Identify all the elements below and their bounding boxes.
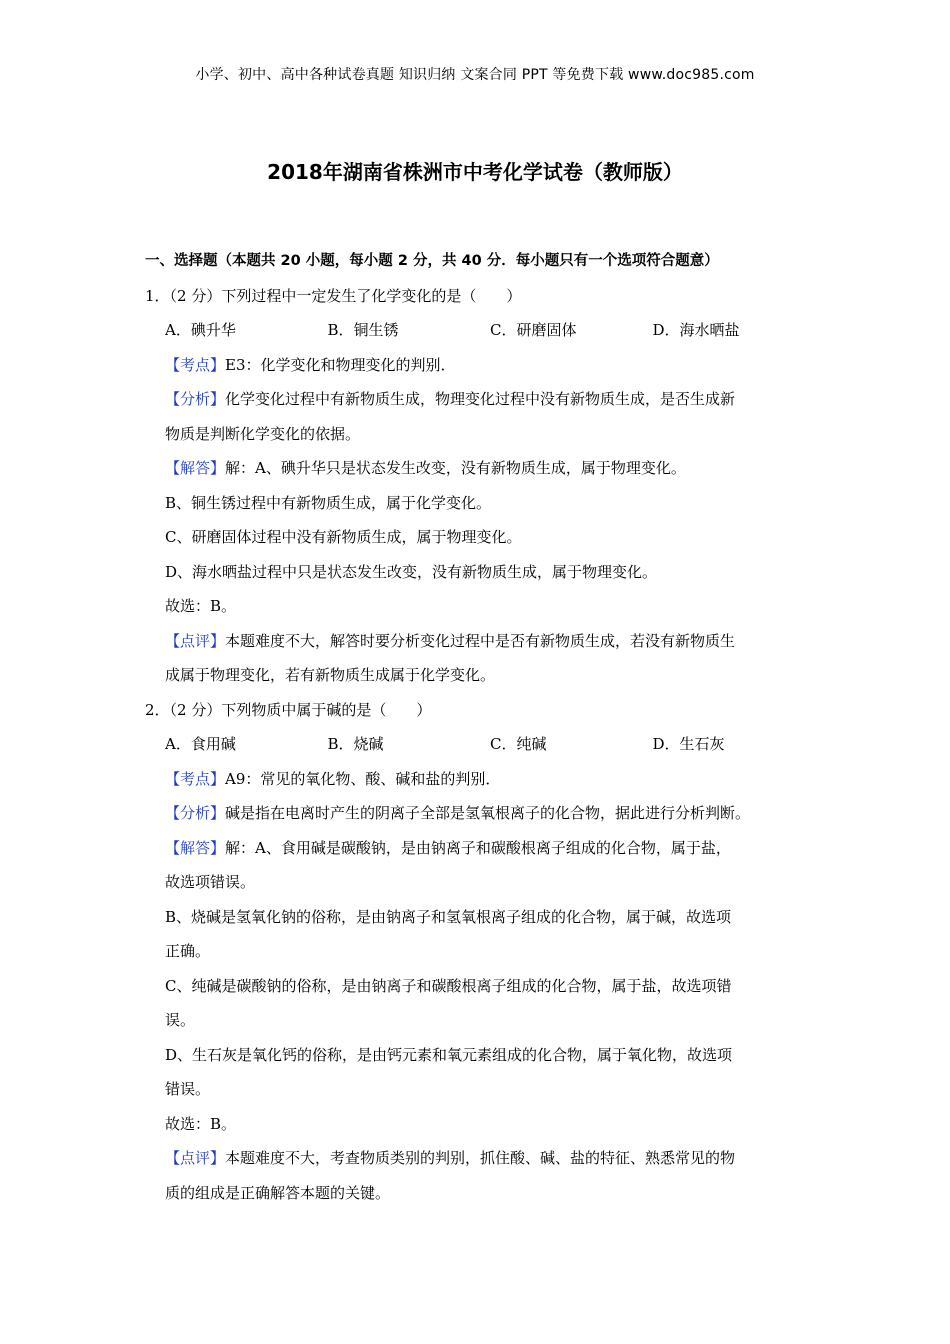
question-1-option-b: B．铜生锈 [327, 321, 399, 339]
dianping-text: 本题难度不大，考查物质类别的判别，抓住酸、碱、盐的特征、熟悉常见的物 [225, 1149, 736, 1167]
fenxi-tag: 【分析】 [165, 390, 226, 408]
question-2-dianping [145, 1141, 815, 1176]
jieda-tag: 【解答】 [165, 838, 226, 857]
question-1-option-a: A．碘升华 [165, 321, 236, 339]
dianping-tag: 【点评】 [165, 631, 226, 650]
question-2-jieda-b: B、烧碱是氢氧化钠的俗称，是由钠离子和氢氧根离子组成的化合物，属于碱，故选项 [165, 907, 732, 926]
question-2-jieda-a-cont: 故选项错误。 [165, 873, 256, 891]
question-2-jieda-d: D、生石灰是氧化钙的俗称，是由钙元素和氧元素组成的化合物，属于氧化物，故选项 [165, 1045, 733, 1064]
question-1-dianping [145, 624, 815, 659]
question-2-jieda-c: C、纯碱是碳酸钠的俗称，是由钠离子和碳酸根离子组成的化合物，属于盐，故选项错 [165, 976, 732, 995]
kaodian-text: E3：化学变化和物理变化的判别． [225, 355, 456, 374]
question-2-kaodian [145, 762, 815, 797]
question-2-stem: 2．（2 分）下列物质中属于碱的是（ ） [145, 700, 432, 719]
question-2-option-b: B．烧碱 [327, 735, 384, 753]
question-1-options [145, 313, 815, 348]
question-2-jieda-d-cont: 错误。 [165, 1080, 211, 1098]
question-1-kaodian [145, 348, 815, 383]
fenxi-text: 碱是指在电离时产生的阴离子全部是氢氧根离子的化合物，据此进行分析判断。 [225, 804, 751, 822]
question-1-jieda [145, 451, 815, 486]
question-1-option-d: D．海水晒盐 [652, 321, 740, 339]
section-heading: 一、选择题（本题共 20 小题，每小题 2 分，共 40 分．每小题只有一个选项符合题意） [145, 253, 719, 269]
question-2-options [145, 727, 815, 762]
question-1-jieda-b: B、铜生锈过程中有新物质生成，属于化学变化。 [165, 493, 492, 512]
fenxi-text: 化学变化过程中有新物质生成，物理变化过程中没有新物质生成，是否生成新 [225, 390, 736, 408]
page-header: 小学、初中、高中各种试卷真题 知识归纳 文案合同 PPT 等免费下载 www.doc985.com [195, 67, 755, 83]
question-2-option-a: A．食用碱 [165, 735, 236, 753]
jieda-tag: 【解答】 [165, 459, 226, 477]
question-2-fenxi [145, 796, 815, 831]
question-1-jieda-c: C、研磨固体过程中没有新物质生成，属于物理变化。 [165, 528, 522, 546]
jieda-text: 解：A、食用碱是碳酸钠，是由钠离子和碳酸根离子组成的化合物，属于盐， [225, 838, 731, 857]
kaodian-tag: 【考点】 [165, 769, 226, 788]
question-2-answer: 故选：B。 [165, 1114, 237, 1133]
question-2-jieda [145, 831, 815, 866]
question-2-option-d: D．生石灰 [652, 735, 725, 753]
document-body [145, 244, 815, 1210]
question-1-jieda-d: D、海水晒盐过程中只是状态发生改变，没有新物质生成，属于物理变化。 [165, 562, 658, 581]
document-title: 2018年湖南省株洲市中考化学试卷（教师版） [267, 160, 683, 184]
question-1-dianping-cont: 成属于物理变化，若有新物质生成属于化学变化。 [165, 666, 496, 684]
question-2-jieda-c-cont: 误。 [165, 1011, 196, 1029]
question-1-fenxi-cont: 物质是判断化学变化的依据。 [165, 424, 361, 443]
dianping-text: 本题难度不大，解答时要分析变化过程中是否有新物质生成，若没有新物质生 [225, 631, 736, 650]
question-2-jieda-b-cont: 正确。 [165, 942, 211, 960]
jieda-text: 解：A、碘升华只是状态发生改变，没有新物质生成，属于物理变化。 [225, 459, 686, 477]
question-1-stem: 1．（2 分）下列过程中一定发生了化学变化的是（ ） [145, 286, 522, 305]
question-1-answer: 故选：B。 [165, 597, 237, 615]
question-2-dianping-cont: 质的组成是正确解答本题的关键。 [165, 1183, 391, 1202]
fenxi-tag: 【分析】 [165, 804, 226, 822]
kaodian-text: A9：常见的氧化物、酸、碱和盐的判别． [225, 769, 501, 788]
question-1-fenxi [145, 382, 815, 417]
kaodian-tag: 【考点】 [165, 355, 226, 374]
dianping-tag: 【点评】 [165, 1149, 226, 1167]
question-1-option-c: C．研磨固体 [490, 321, 577, 339]
question-2-option-c: C．纯碱 [490, 735, 547, 753]
